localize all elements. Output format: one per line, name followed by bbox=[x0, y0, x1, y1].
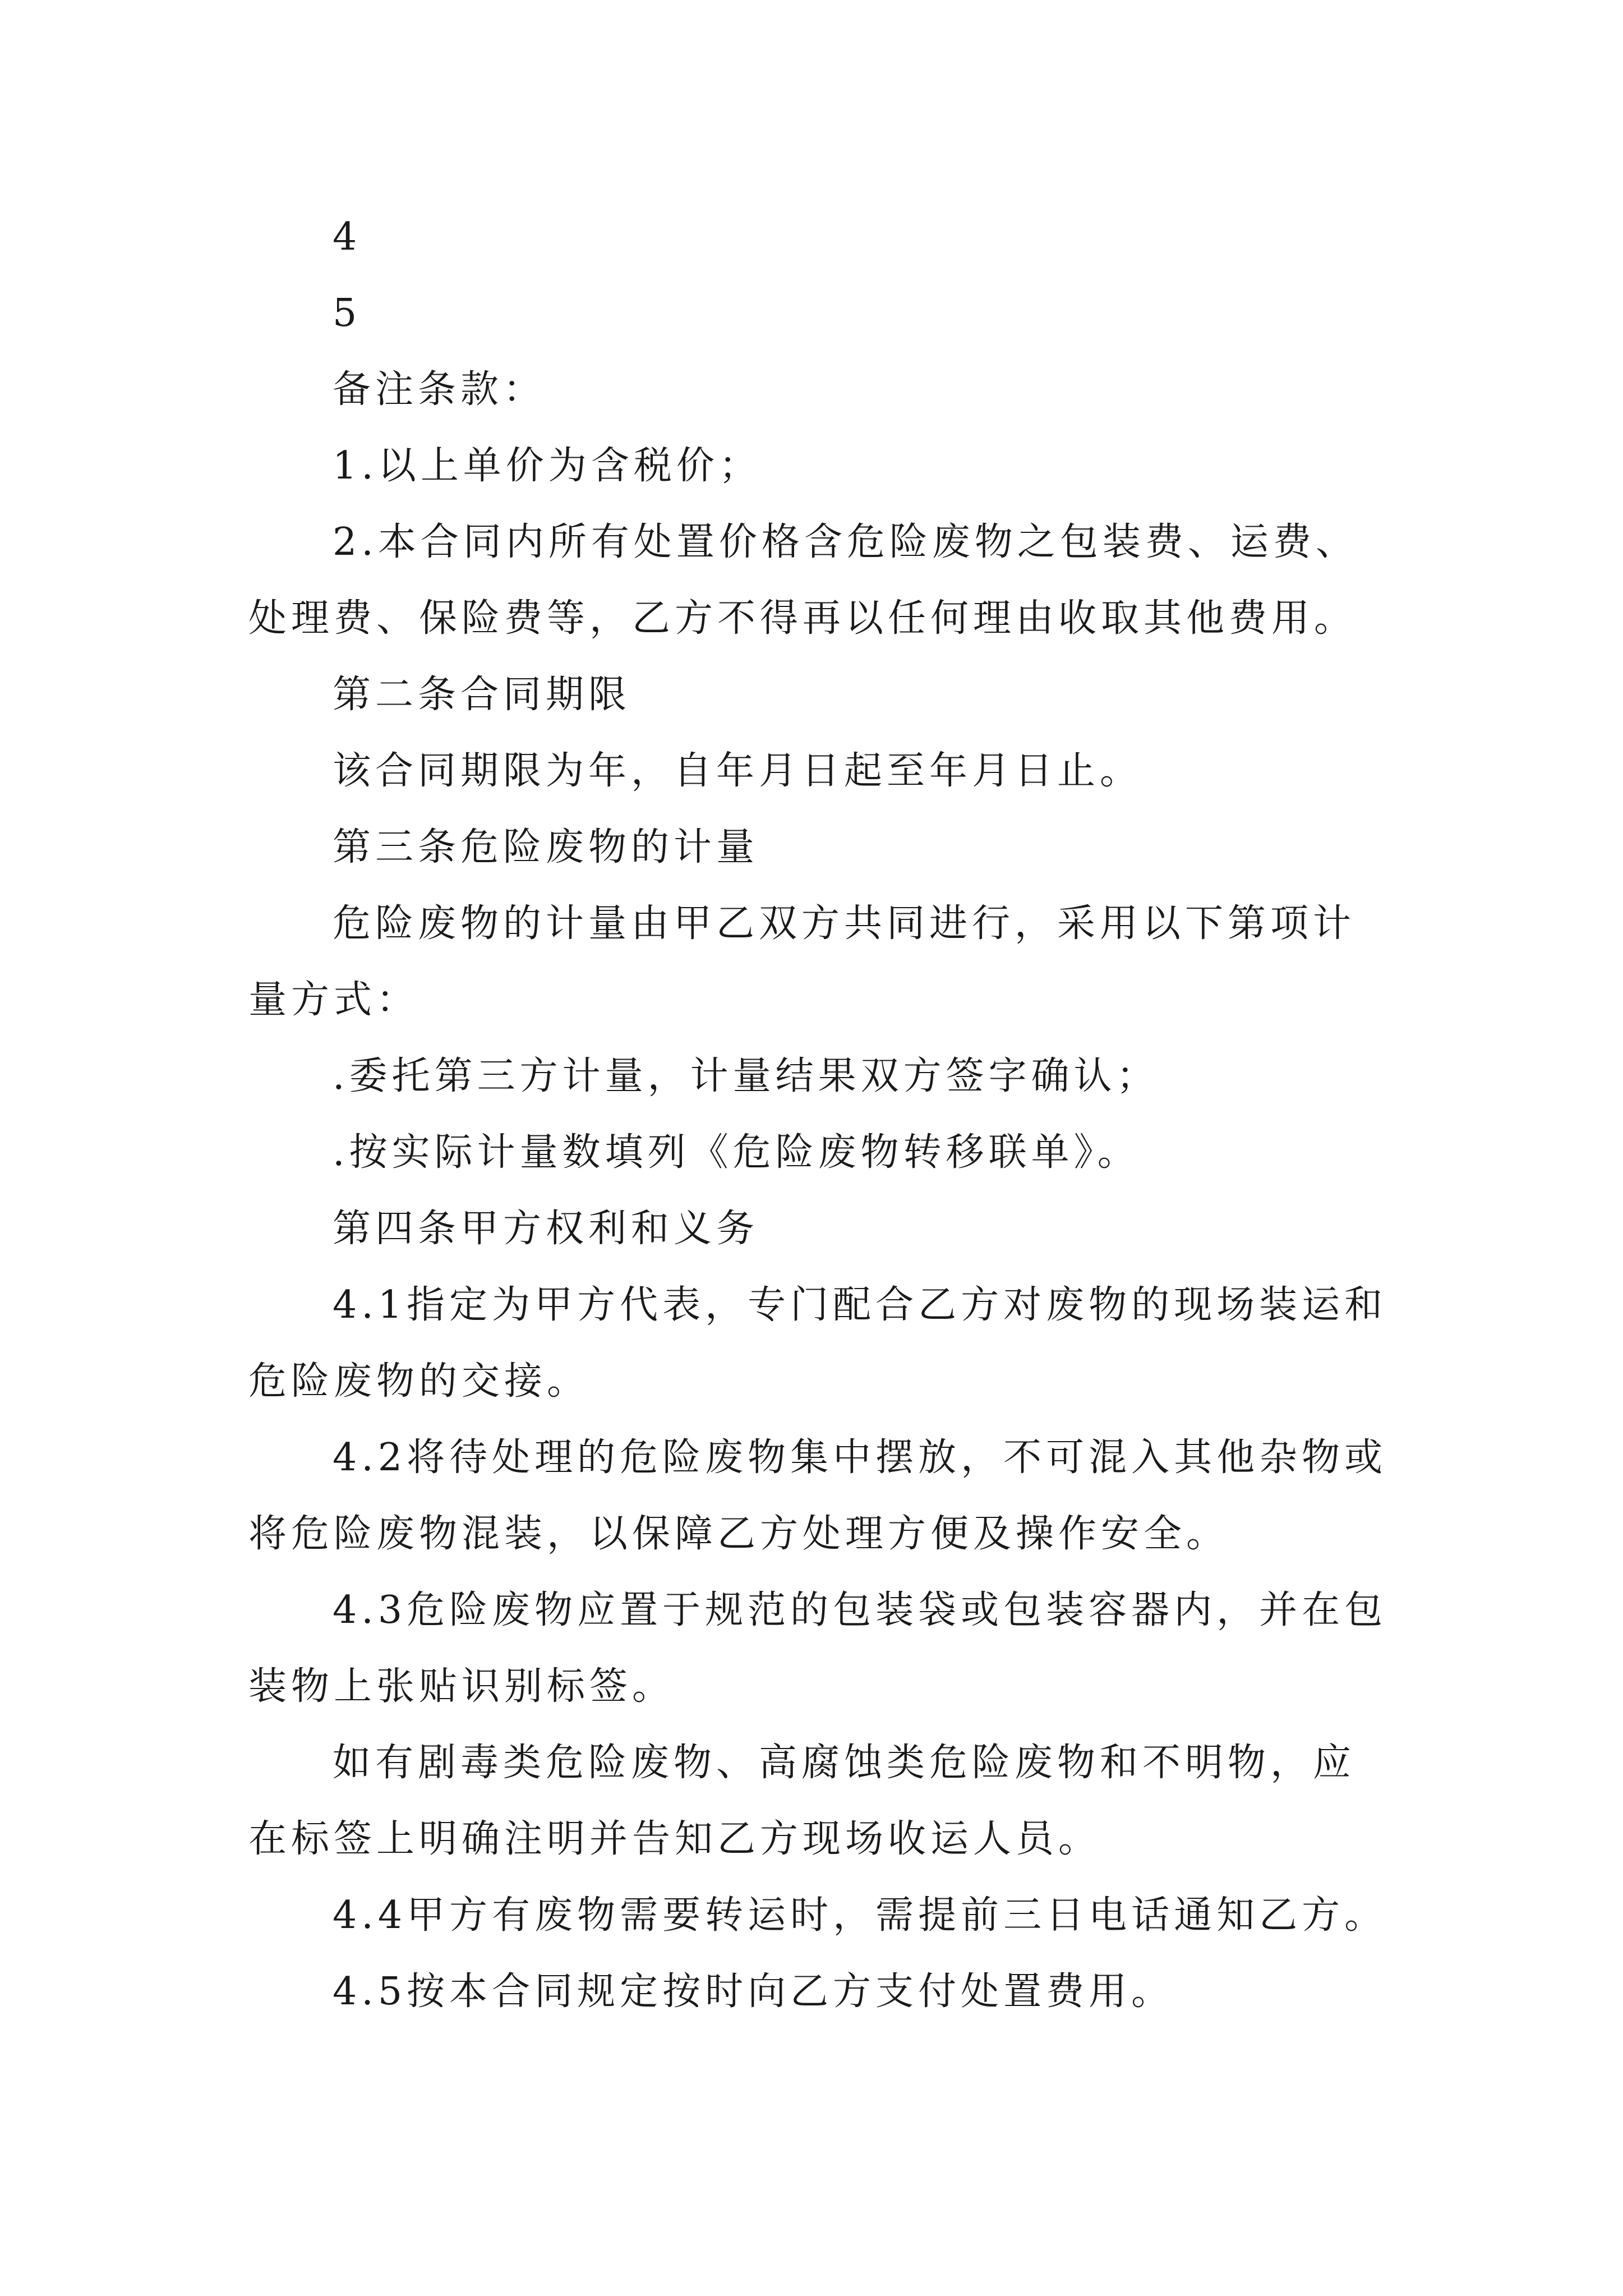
clause-4-5: 4.5按本合同规定按时向乙方支付处置费用。 bbox=[333, 1970, 1174, 2014]
remark-2: 2.本合同内所有处置价格含危险废物之包装费、运费、处理费、保险费等，乙方不得再以任何理由收取其他费用。 bbox=[248, 520, 1358, 641]
clause-4-3: 4.3危险废物应置于规范的包装袋或包装容器内，并在包装物上张贴识别标签。 bbox=[248, 1588, 1387, 1709]
item-number-4: 4 bbox=[333, 215, 362, 259]
article-4-heading: 第四条甲方权利和义务 bbox=[333, 1207, 759, 1251]
remark-1: 1.以上单价为含税价； bbox=[333, 444, 762, 488]
clause-4-1: 4.1指定为甲方代表，专门配合乙方对废物的现场装运和危险废物的交接。 bbox=[248, 1283, 1387, 1404]
measurement-option-2: .按实际计量数填列《危险废物转移联单》。 bbox=[333, 1130, 1140, 1175]
item-number-5: 5 bbox=[333, 291, 362, 335]
document-body bbox=[248, 199, 1393, 2030]
clause-4-4: 4.4甲方有废物需要转运时，需提前三日电话通知乙方。 bbox=[333, 1893, 1387, 1938]
article-2-text: 该合同期限为年，自年月日起至年月日止。 bbox=[333, 749, 1143, 793]
remarks-heading: 备注条款： bbox=[333, 367, 546, 412]
clause-4-3-note: 如有剧毒类危险废物、高腐蚀类危险废物和不明物，应在标签上明确注明并告知乙方现场收运人员。 bbox=[248, 1741, 1356, 1861]
clause-4-2: 4.2将待处理的危险废物集中摆放，不可混入其他杂物或将危险废物混装，以保障乙方处理方便及操作安全。 bbox=[248, 1435, 1387, 1556]
article-2-heading: 第二条合同期限 bbox=[333, 673, 631, 717]
article-3-heading: 第三条危险废物的计量 bbox=[333, 825, 759, 869]
measurement-option-1: .委托第三方计量，计量结果双方签字确认； bbox=[333, 1054, 1159, 1098]
article-3-text: 危险废物的计量由甲乙双方共同进行，采用以下第项计量方式： bbox=[248, 901, 1356, 1022]
